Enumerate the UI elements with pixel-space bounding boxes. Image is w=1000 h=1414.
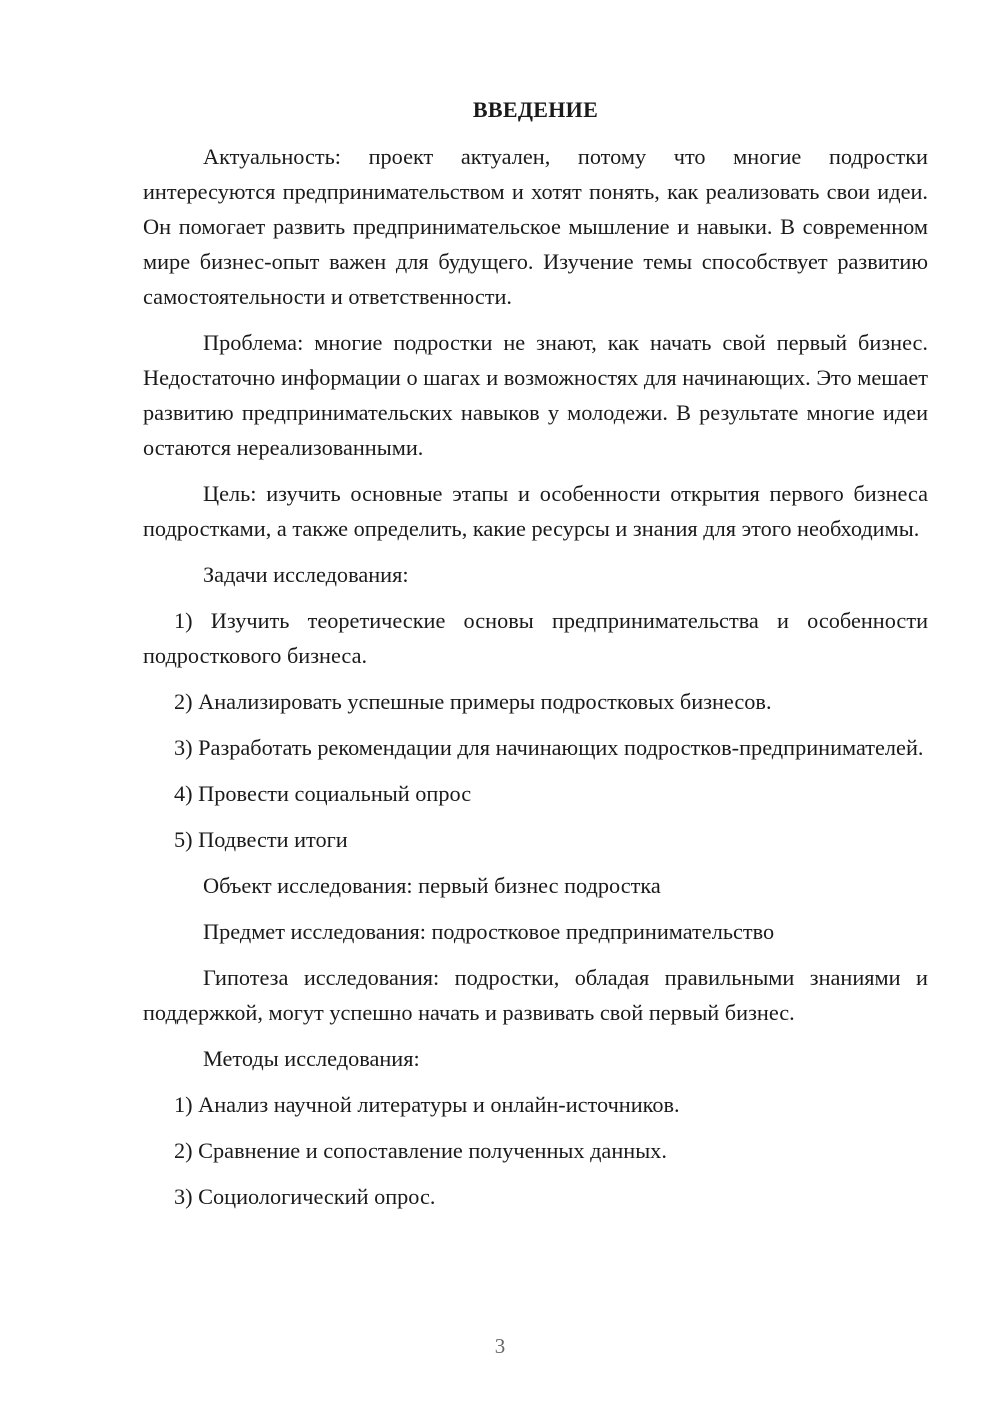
methods-heading: Методы исследования: xyxy=(203,1046,420,1071)
task-item-1: 1) Изучить теоретические основы предпринимательства и особенности подросткового бизнеса. xyxy=(143,608,928,668)
task-item-5: 5) Подвести итоги xyxy=(174,827,348,852)
task-item-3: 3) Разработать рекомендации для начинающих подростков-предпринимателей. xyxy=(174,735,924,760)
method-item-2: 2) Сравнение и сопоставление полученных данных. xyxy=(174,1138,667,1163)
page-content xyxy=(143,92,928,1225)
method-item-3: 3) Социологический опрос. xyxy=(174,1184,436,1209)
goal-paragraph: Цель: изучить основные этапы и особенности открытия первого бизнеса подростками, а также определить, какие ресурсы и знания для этого необходимы. xyxy=(143,481,928,541)
tasks-heading: Задачи исследования: xyxy=(203,562,409,587)
section-heading: ВВЕДЕНИЕ xyxy=(472,97,599,122)
object-paragraph: Объект исследования: первый бизнес подростка xyxy=(203,873,661,898)
task-item-2: 2) Анализировать успешные примеры подростковых бизнесов. xyxy=(174,689,772,714)
task-item-4: 4) Провести социальный опрос xyxy=(174,781,472,806)
relevance-paragraph: Актуальность: проект актуален, потому что многие подростки интересуются предпринимательством и хотят понять, как реализовать свои идеи. Он помогает развить предпринимательское мышление и навыки. В современном мире бизнес-опыт важен для будущего. Изучение темы способствует развитию самостоятельности и ответственности. xyxy=(143,144,928,309)
method-item-1: 1) Анализ научной литературы и онлайн-источников. xyxy=(174,1092,680,1117)
page-number: 3 xyxy=(494,1334,506,1358)
subject-paragraph: Предмет исследования: подростковое предпринимательство xyxy=(203,919,775,944)
hypothesis-paragraph: Гипотеза исследования: подростки, обладая правильными знаниями и поддержкой, могут успешно начать и развивать свой первый бизнес. xyxy=(143,965,928,1025)
problem-paragraph: Проблема: многие подростки не знают, как начать свой первый бизнес. Недостаточно информации о шагах и возможностях для начинающих. Это мешает развитию предпринимательских навыков у молодежи. В результате многие идеи остаются нереализованными. xyxy=(143,330,928,460)
